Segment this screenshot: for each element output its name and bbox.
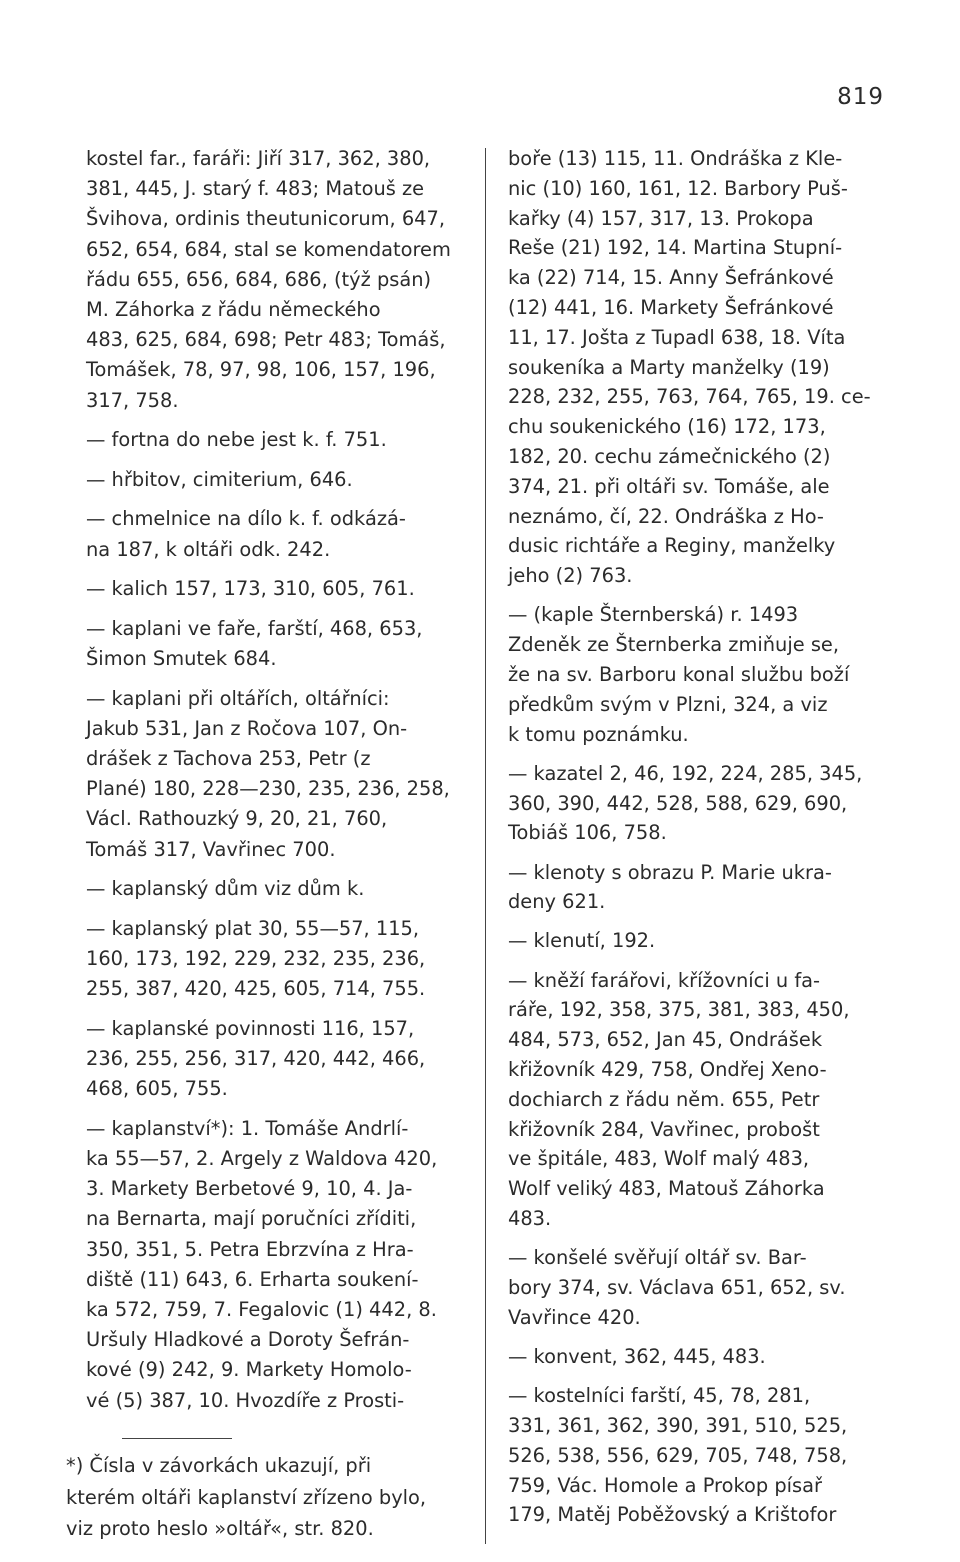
- entry-line: — kaplanství*): 1. Tomáše Andrlí-: [86, 1116, 409, 1140]
- footnote-line: kterém oltáři kaplanství zřízeno bylo,: [66, 1485, 427, 1509]
- entry-line: — hřbitov, cimiterium, 646.: [86, 467, 353, 491]
- entry-line: dochiarch z řádu něm. 655, Petr: [508, 1087, 820, 1111]
- entry-line: křižovník 429, 758, Ondřej Xeno-: [508, 1058, 827, 1082]
- index-entry: [508, 1342, 878, 1372]
- entry-line: Tobiáš 106, 758.: [508, 821, 667, 845]
- entry-line: 228, 232, 255, 763, 764, 765, 19. ce-: [508, 385, 871, 409]
- index-entry: [86, 1014, 474, 1105]
- entry-line: — klenoty s obrazu P. Marie ukra-: [508, 860, 832, 884]
- entry-line: dusic richtáře a Reginy, manželky: [508, 534, 836, 558]
- entry-line: ka 55—57, 2. Argely z Waldova 420,: [86, 1147, 438, 1170]
- index-entry: [508, 1381, 878, 1530]
- entry-line: k tomu poznámku.: [508, 722, 689, 746]
- entry-line: 526, 538, 556, 629, 705, 748, 758,: [508, 1443, 848, 1467]
- index-entry: [86, 574, 474, 604]
- entry-line: že na sv. Barboru konal službu boží: [508, 662, 850, 686]
- entry-line: ka (22) 714, 15. Anny Šefránkové: [508, 266, 834, 290]
- entry-line: vé (5) 387, 10. Hvozdíře z Prosti-: [86, 1388, 405, 1412]
- entry-line: Šimon Smutek 684.: [86, 647, 277, 670]
- index-entry: [86, 874, 474, 904]
- entry-line: 483, 625, 684, 698; Petr 483; Tomáš,: [86, 328, 446, 352]
- index-entry: [508, 600, 878, 749]
- entry-line: — kaplanský dům viz dům k.: [86, 877, 365, 901]
- entry-line: M. Záhorka z řádu německého: [86, 298, 381, 322]
- entry-line: předkům svým v Plzni, 324, a viz: [508, 692, 828, 716]
- entry-line: deny 621.: [508, 890, 606, 914]
- entry-line: ráře, 192, 358, 375, 381, 383, 450,: [508, 998, 850, 1022]
- entry-line: Uršuly Hladkové a Doroty Šefrán-: [86, 1328, 410, 1352]
- entry-line: jeho (2) 763.: [508, 564, 633, 588]
- entry-line: 182, 20. cechu zámečnického (2): [508, 444, 831, 468]
- entry-line: 3. Markety Berbetové 9, 10, 4. Ja-: [86, 1177, 413, 1201]
- entry-line: — kalich 157, 173, 310, 605, 761.: [86, 577, 415, 601]
- entry-line: — konšelé svěřují oltář sv. Bar-: [508, 1246, 807, 1270]
- entry-line: (12) 441, 16. Markety Šefránkové: [508, 295, 834, 319]
- entry-line: — kaplanské povinnosti 116, 157,: [86, 1016, 415, 1040]
- footnote: [66, 1450, 460, 1544]
- entry-line: 317, 758.: [86, 388, 179, 412]
- index-entry: [508, 759, 878, 848]
- left-column: [86, 144, 474, 1425]
- entry-line: Václ. Rathouzký 9, 20, 21, 760,: [86, 807, 388, 831]
- entry-line: Tomášek, 78, 97, 98, 106, 157, 196,: [86, 358, 436, 382]
- index-entry: [86, 144, 474, 416]
- entry-line: Plané) 180, 228—230, 235, 236, 258,: [86, 777, 450, 801]
- footnote-rule: [122, 1438, 232, 1439]
- entry-line: — kněží farářovi, křížovníci u fa-: [508, 968, 821, 992]
- footnote-line: *) Čísla v závorkách ukazují, při: [66, 1454, 372, 1478]
- entry-line: 236, 255, 256, 317, 420, 442, 466,: [86, 1047, 426, 1070]
- entry-line: kové (9) 242, 9. Markety Homolo-: [86, 1358, 412, 1382]
- entry-line: — fortna do nebe jest k. f. 751.: [86, 428, 387, 452]
- entry-line: Tomáš 317, Vavřinec 700.: [86, 837, 336, 861]
- entry-line: 484, 573, 652, Jan 45, Ondrášek: [508, 1028, 823, 1052]
- entry-line: boře (13) 115, 11. Ondráška z Kle-: [508, 147, 843, 170]
- entry-line: na Bernarta, mají poručníci zříditi,: [86, 1207, 417, 1231]
- page-number: 819: [837, 84, 884, 110]
- index-entry: [508, 858, 878, 918]
- entry-line: — kazatel 2, 46, 192, 224, 285, 345,: [508, 761, 863, 785]
- entry-line: 468, 605, 755.: [86, 1077, 228, 1101]
- entry-line: neznámo, čí, 22. Ondráška z Ho-: [508, 504, 824, 528]
- entry-line: 483.: [508, 1207, 552, 1231]
- index-entry: [508, 1243, 878, 1332]
- entry-line: drášek z Tachova 253, Petr (z: [86, 747, 371, 770]
- entry-line: — kaplani ve faře, farští, 468, 653,: [86, 616, 423, 640]
- entry-line: Wolf veliký 483, Matouš Záhorka: [508, 1177, 825, 1201]
- entry-line: 374, 21. při oltáři sv. Tomáše, ale: [508, 474, 830, 498]
- entry-line: 160, 173, 192, 229, 232, 235, 236,: [86, 947, 426, 970]
- index-entry: [86, 614, 474, 674]
- entry-line: — klenutí, 192.: [508, 929, 656, 953]
- entry-line: — kostelníci farští, 45, 78, 281,: [508, 1384, 811, 1408]
- entry-line: 255, 387, 420, 425, 605, 714, 755.: [86, 977, 426, 1001]
- entry-line: ve špitále, 483, Wolf malý 483,: [508, 1147, 810, 1171]
- entry-line: chu soukenického (16) 172, 173,: [508, 415, 826, 439]
- index-entry: [86, 504, 474, 564]
- entry-line: soukeníka a Marty manželky (19): [508, 355, 830, 379]
- entry-line: na 187, k oltáři odk. 242.: [86, 537, 331, 561]
- entry-line: Vavřince 420.: [508, 1305, 641, 1329]
- entry-line: — (kaple Šternberská) r. 1493: [508, 603, 799, 627]
- entry-line: 331, 361, 362, 390, 391, 510, 525,: [508, 1414, 848, 1437]
- entry-line: — konvent, 362, 445, 483.: [508, 1345, 766, 1369]
- entry-line: — chmelnice na dílo k. f. odkázá-: [86, 507, 406, 531]
- entry-line: ka 572, 759, 7. Fegalovic (1) 442, 8.: [86, 1298, 437, 1322]
- entry-line: nic (10) 160, 161, 12. Barbory Puš-: [508, 176, 848, 200]
- index-entry: [86, 914, 474, 1005]
- index-entry: [86, 425, 474, 455]
- entry-line: kařky (4) 157, 317, 13. Prokopa: [508, 206, 814, 230]
- entry-line: 179, Matěj Poběžovský a Krištofor: [508, 1503, 837, 1527]
- index-entry: [508, 144, 878, 591]
- entry-line: 381, 445, J. starý f. 483; Matouš ze: [86, 177, 425, 201]
- entry-line: Švihova, ordinis theutunicorum, 647,: [86, 207, 446, 231]
- index-entry: [86, 465, 474, 495]
- entry-line: 360, 390, 442, 528, 588, 629, 690,: [508, 791, 848, 815]
- entry-line: křižovník 284, Vavřinec, probošt: [508, 1117, 820, 1141]
- index-entry: [508, 926, 878, 956]
- entry-line: 652, 654, 684, stal se komendatorem: [86, 237, 451, 261]
- column-divider: [485, 148, 486, 1544]
- right-column: [508, 144, 878, 1540]
- entry-line: diště (11) 643, 6. Erharta soukení-: [86, 1267, 419, 1291]
- entry-line: 759, Vác. Homole a Prokop písař: [508, 1473, 822, 1497]
- entry-line: řádu 655, 656, 684, 686, (týž psán): [86, 267, 432, 291]
- index-entry: [86, 684, 474, 865]
- entry-line: Zdeněk ze Šternberka zmiňuje se,: [508, 633, 840, 657]
- entry-line: 11, 17. Jošta z Tupadl 638, 18. Víta: [508, 325, 846, 349]
- index-entry: [86, 1114, 474, 1416]
- entry-line: — kaplani při oltářích, oltářníci:: [86, 686, 390, 710]
- entry-line: kostel far., faráři: Jiří 317, 362, 380,: [86, 147, 431, 170]
- entry-line: — kaplanský plat 30, 55—57, 115,: [86, 916, 420, 940]
- entry-line: Jakub 531, Jan z Ročova 107, On-: [86, 716, 408, 740]
- index-entry: [508, 966, 878, 1234]
- entry-line: 350, 351, 5. Petra Ebrzvína z Hra-: [86, 1237, 414, 1261]
- entry-line: bory 374, sv. Václava 651, 652, sv.: [508, 1276, 846, 1300]
- entry-line: Reše (21) 192, 14. Martina Stupní-: [508, 236, 843, 260]
- footnote-line: viz proto heslo »oltář«, str. 820.: [66, 1516, 374, 1540]
